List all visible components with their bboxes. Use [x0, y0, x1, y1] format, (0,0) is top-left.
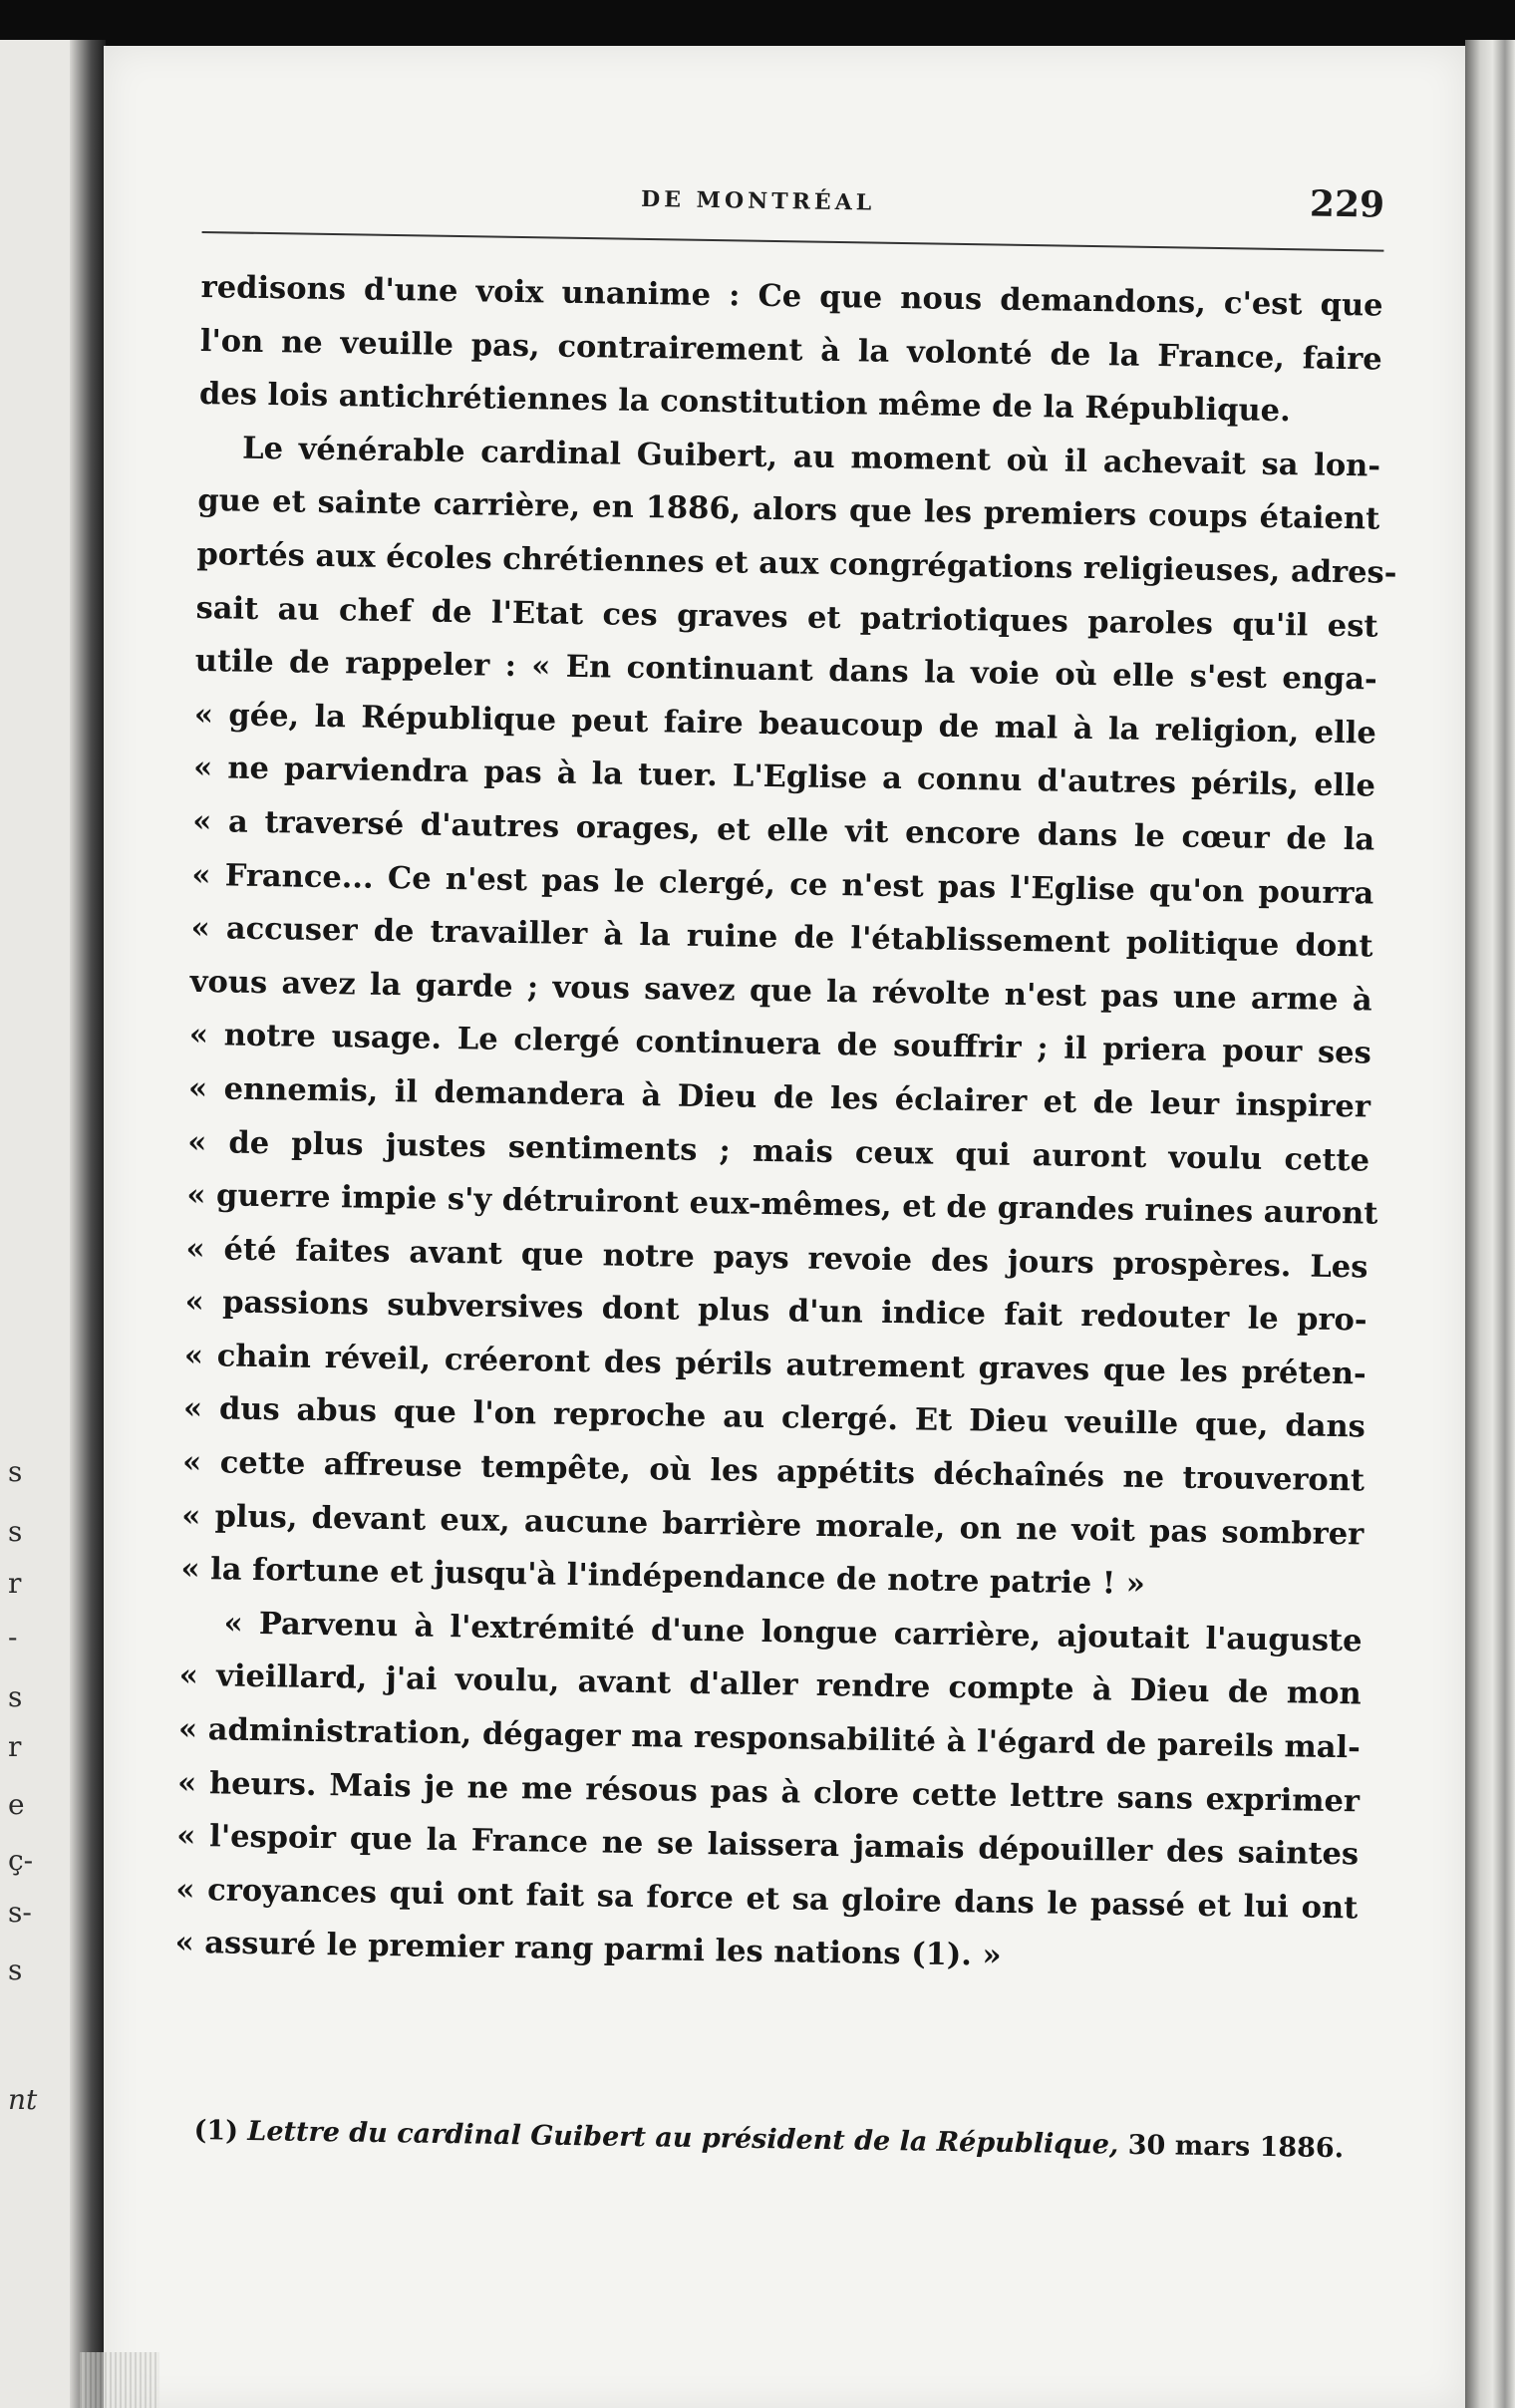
fragment: ç- [8, 1844, 34, 1877]
fragment: s [8, 1954, 23, 1986]
text-line: « été faites avant que notre pays revoie des jours prospères. Les [185, 1230, 1368, 1286]
text-line: « vieillard, j'ai voulu, avant d'aller rendre compte à Dieu de mon [178, 1657, 1362, 1712]
footnote-marker: (1) [193, 2115, 239, 2147]
text-line: « cette affreuse tempête, où les appétits déchaînés ne trouveront [181, 1443, 1365, 1499]
fragment: e [8, 1788, 25, 1821]
fragment: s [8, 1515, 23, 1548]
text-line: « Parvenu à l'extrémité d'une longue carrière, ajoutait l'auguste [223, 1605, 1363, 1659]
page-content [174, 142, 1397, 2165]
text-line: « dus abus que l'on reproche au clergé. Et Dieu veuille que, dans [182, 1390, 1366, 1445]
fragment: r [8, 1730, 22, 1763]
running-head: DE MONTRÉAL [640, 185, 876, 216]
text-line: « croyances qui ont fait sa force et sa gloire dans le passé et lui ont [175, 1871, 1359, 1927]
fragment: nt [8, 2083, 38, 2116]
body-text [174, 261, 1397, 1988]
text-line: « administration, dégager ma responsabilité à l'égard de pareils mal- [177, 1710, 1362, 1766]
text-line: l'on ne veuille pas, contrairement à la volonté de la France, faire [199, 322, 1383, 378]
page-fore-edge [1465, 40, 1515, 2408]
text-line: des lois antichrétiennes la constitution même de la République. [198, 376, 1291, 430]
text-line: utile de rappeler : « En continuant dans la voie où elle s'est enga- [194, 643, 1377, 698]
fragment: - [8, 1621, 18, 1654]
footnote-title: Lettre du cardinal Guibert au président de la République, [247, 2115, 1119, 2161]
previous-page-fragments [0, 0, 40, 2408]
text-line: portés aux écoles chrétiennes et aux congrégations religieuses, adres- [196, 535, 1397, 591]
text-line: « accuser de travailler à la ruine de l'établissement politique dont [190, 910, 1373, 965]
fragment: r [8, 1567, 22, 1600]
text-line: « a traversé d'autres orages, et elle vit encore dans le cœur de la [192, 802, 1375, 858]
text-line: « plus, devant eux, aucune barrière morale, on ne voit pas sombrer [181, 1497, 1364, 1553]
footnote-date: 30 mars 1886. [1127, 2129, 1345, 2165]
book-page [104, 46, 1465, 2408]
text-line: sait au chef de l'Etat ces graves et patriotiques paroles qu'il est [195, 589, 1378, 645]
text-line: « gée, la République peut faire beaucoup de mal à la religion, elle [193, 696, 1377, 752]
header-rule [202, 231, 1384, 252]
text-line: « chain réveil, créeront des périls autrement graves que les préten- [183, 1337, 1367, 1392]
text-line: « la fortune et jusqu'à l'indépendance de notre patrie ! » [180, 1551, 1146, 1603]
gutter-shadow [70, 40, 106, 2408]
text-line: vous avez la garde ; vous savez que la révolte n'est pas une arme à [189, 963, 1372, 1019]
fragment: s [8, 1455, 23, 1488]
text-line: « notre usage. Le clergé continuera de souffrir ; il priera pour ses [188, 1017, 1372, 1071]
fragment: s- [8, 1896, 32, 1929]
text-line: « ne parviendra pas à la tuer. L'Eglise a connu d'autres périls, elle [192, 750, 1376, 804]
footnote [193, 2115, 1360, 2164]
page-header [202, 142, 1385, 240]
page-number: 229 [1309, 182, 1385, 226]
text-line: gue et sainte carrière, en 1886, alors que les premiers coups étaient [197, 482, 1380, 537]
text-line: « de plus justes sentiments ; mais ceux qui auront voulu cette [186, 1123, 1370, 1179]
fragment: s [8, 1680, 23, 1713]
text-line: « ennemis, il demandera à Dieu de les éclairer et de leur inspirer [187, 1069, 1371, 1125]
text-line: « guerre impie s'y détruiront eux-mêmes, et de grandes ruines auront [186, 1176, 1378, 1232]
text-line: Le vénérable cardinal Guibert, au moment où il achevait sa lon- [241, 430, 1381, 484]
text-line: « France... Ce n'est pas le clergé, ce n'est pas l'Eglise qu'on pourra [191, 856, 1374, 912]
text-line: « heurs. Mais je ne me résous pas à clore cette lettre sans exprimer [176, 1764, 1361, 1820]
text-line: « assuré le premier rang parmi les nations (1). » [174, 1925, 1002, 1974]
text-line: redisons d'une voix unanime : Ce que nous demandons, c'est que [200, 268, 1383, 324]
binding-texture [80, 2352, 159, 2408]
text-line: « l'espoir que la France ne se laissera jamais dépouiller des saintes [176, 1818, 1360, 1873]
text-line: « passions subversives dont plus d'un indice fait redouter le pro- [184, 1284, 1367, 1339]
